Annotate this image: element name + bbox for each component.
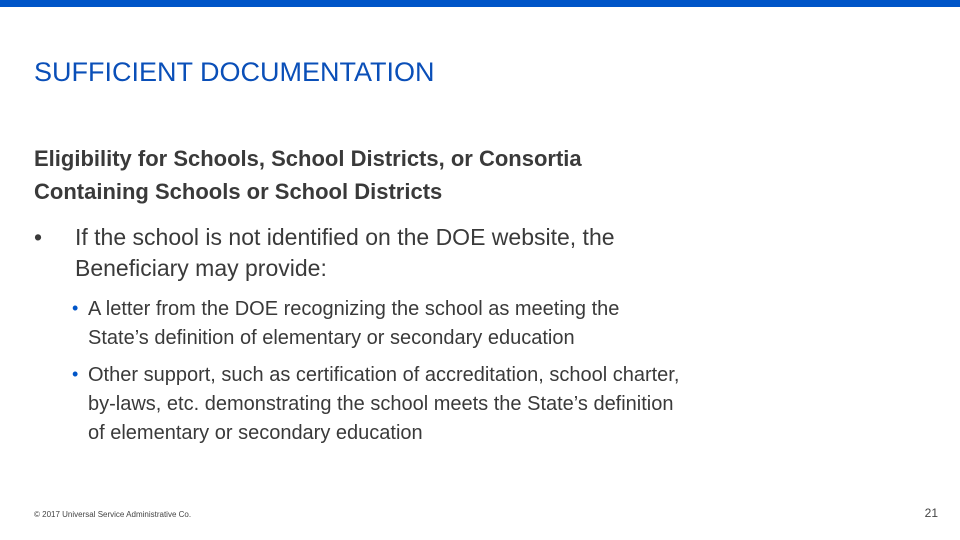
- subtitle-line: Eligibility for Schools, School Districts, or Consortia: [34, 146, 582, 171]
- footer-copyright: © 2017 Universal Service Administrative Co.: [34, 510, 192, 519]
- bullet-line: If the school is not identified on the DOE website, the: [75, 224, 615, 250]
- sub-bullet-line: A letter from the DOE recognizing the school as meeting the: [88, 298, 620, 320]
- sub-bullet-marker: •: [72, 298, 79, 318]
- sub-bullet-line: by-laws, etc. demonstrating the school meets the State’s definition: [88, 393, 674, 415]
- page-number: 21: [924, 506, 938, 520]
- subtitle-line: Containing Schools or School Districts: [34, 179, 443, 204]
- top-accent-bar: [0, 0, 960, 7]
- slide-subtitle: [34, 142, 914, 208]
- bullet-line: Beneficiary may provide:: [75, 255, 327, 281]
- slide-title: SUFFICIENT DOCUMENTATION: [34, 57, 435, 87]
- sub-bullet-text: [88, 361, 818, 448]
- main-bullet-text: [75, 222, 835, 284]
- sub-bullet-text: [88, 295, 818, 353]
- sub-bullet-line: of elementary or secondary education: [88, 422, 423, 444]
- sub-bullet-line: Other support, such as certification of accreditation, school charter,: [88, 364, 680, 386]
- bullet-marker: •: [34, 224, 43, 250]
- sub-bullet-marker: •: [72, 364, 79, 384]
- sub-bullet-line: State’s definition of elementary or secondary education: [88, 327, 575, 349]
